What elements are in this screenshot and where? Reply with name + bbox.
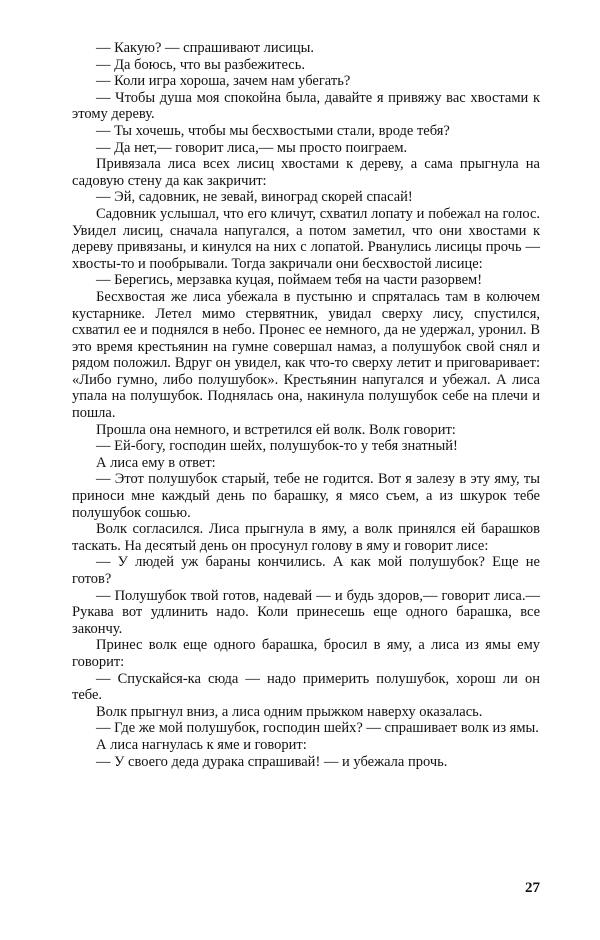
paragraph: — Чтобы душа моя спокойна была, давайте я привяжу вас хвостами к этому дереву. — [72, 89, 540, 123]
paragraph: — Да нет,— говорит лиса,— мы просто поиграем. — [96, 139, 408, 156]
paragraph: Бесхвостая же лиса убежала в пустыню и спряталась там в колючем кустарнике. Летел мимо стервятник, увидал сверху лису, спустился, схватил ее и поднялся в небо. Пронес ее немного, да не удержал, уронил. В это время крестьянин на гумне совершал намаз, а полушубок свой снял и рядом положил. Вдруг он увидел, как что-то сверху летит и приговаривает: «Либо гумно, либо полушубок». Крестьянин напугался и убежал. А лиса упала на полушубок. Поднялась она, накинула полушубок себе на плечи и пошла. — [72, 288, 540, 422]
paragraph: — Да боюсь, что вы разбежитесь. — [96, 56, 305, 73]
paragraph: А лиса нагнулась к яме и говорит: — [96, 736, 307, 753]
paragraph: Садовник услышал, что его кличут, схватил лопату и побежал на голос. Увидел лисиц, сначала напугался, а потом заметил, что они хвостами к дереву привязаны, и кинулся на них с лопатой. Рванулись лисицы прочь — хвосты-то и пообрывали. Тогда закричали они бесхвостой лисице: — [72, 205, 540, 272]
paragraph: — Спускайся-ка сюда — надо примерить полушубок, хорош ли он тебе. — [72, 670, 540, 704]
paragraph: — Ты хочешь, чтобы мы бесхвостыми стали, вроде тебя? — [96, 122, 450, 139]
page-text — [72, 40, 540, 770]
paragraph: — У своего деда дурака спрашивай! — и убежала прочь. — [96, 753, 448, 770]
paragraph: Привязала лиса всех лисиц хвостами к дереву, а сама прыгнула на садовую стену да как закричит: — [72, 156, 540, 189]
paragraph: — Коли игра хороша, зачем нам убегать? — [96, 73, 351, 90]
paragraph: Волк прыгнул вниз, а лиса одним прыжком наверху оказалась. — [96, 703, 483, 720]
paragraph: — Берегись, мерзавка куцая, поймаем тебя на части разорвем! — [96, 272, 483, 289]
paragraph: Волк согласился. Лиса прыгнула в яму, а волк принялся ей барашков таскать. На десятый день он просунул голову в яму и говорит лисе: — [72, 521, 540, 554]
paragraph: — Этот полушубок старый, тебе не годится. Вот я залезу в эту яму, ты приноси мне каждый день по барашку, я мясо съем, а из шкурок тебе полушубок сошью. — [72, 471, 540, 521]
paragraph: Прошла она немного, и встретился ей волк. Волк говорит: — [96, 421, 456, 438]
paragraph: — Полушубок твой готов, надевай — и будь здоров,— говорит лиса.— Рукава вот удлинить надо. Коли принесешь еще одного барашка, все закончу. — [72, 587, 540, 637]
paragraph: — Ей-богу, господин шейх, полушубок-то у тебя знатный! — [96, 438, 458, 455]
paragraph: А лиса ему в ответ: — [96, 454, 216, 471]
paragraph: Принес волк еще одного барашка, бросил в яму, а лиса из ямы ему говорит: — [72, 637, 540, 670]
paragraph: — Какую? — спрашивают лисицы. — [96, 40, 314, 56]
paragraph: — Где же мой полушубок, господин шейх? — спрашивает волк из ямы. — [96, 720, 539, 737]
paragraph: — Эй, садовник, не зевай, виноград скорей спасай! — [96, 189, 413, 206]
paragraph: — У людей уж бараны кончились. А как мой полушубок? Еще не готов? — [72, 554, 540, 587]
page-number: 27 — [525, 880, 540, 896]
